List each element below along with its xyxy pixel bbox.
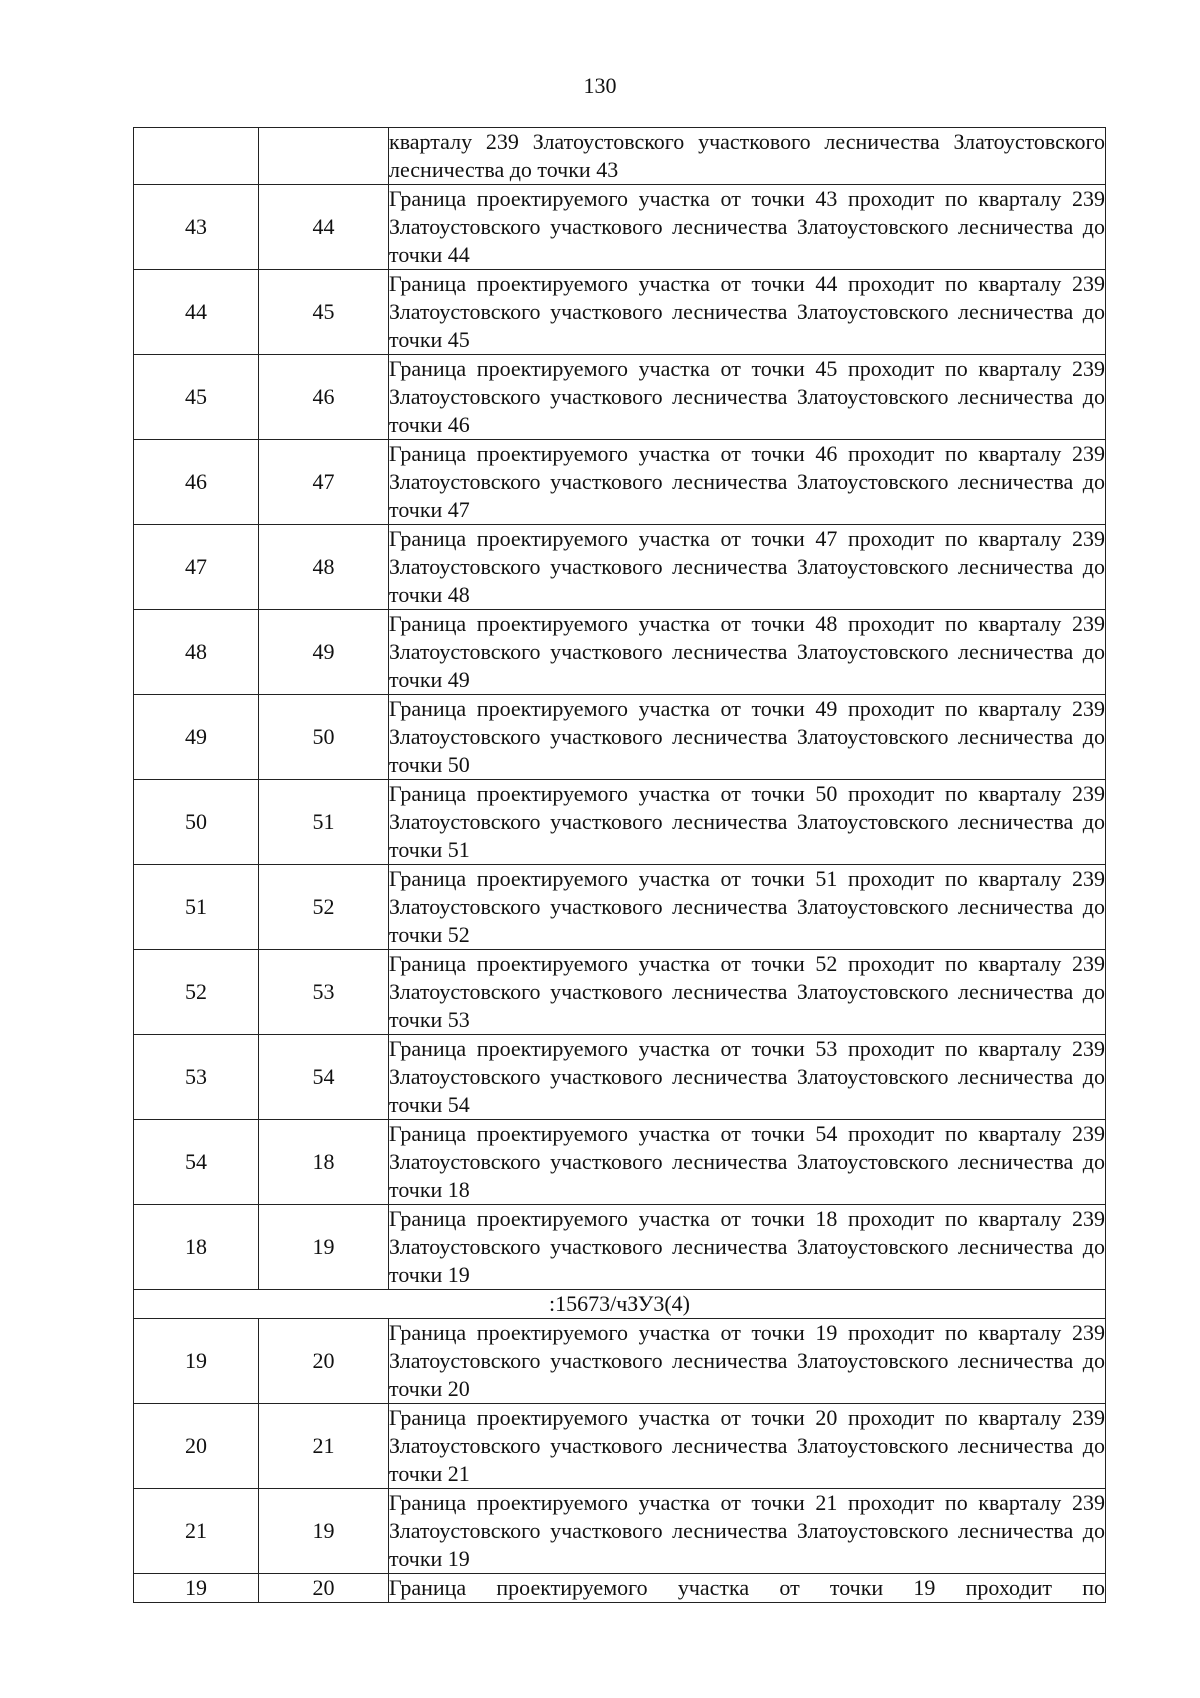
boundary-description-cell: Граница проектируемого участка от точки 51 проходит по кварталу 239 Златоустовского участкового лесничества Златоустовского лесничества до точки 52: [389, 865, 1106, 950]
table-body: [134, 128, 1106, 1603]
boundary-description-cell: Граница проектируемого участка от точки 46 проходит по кварталу 239 Златоустовского участкового лесничества Златоустовского лесничества до точки 47: [389, 440, 1106, 525]
to-point-cell: 45: [259, 270, 389, 355]
boundary-description-cell: Граница проектируемого участка от точки 44 проходит по кварталу 239 Златоустовского участкового лесничества Златоустовского лесничества до точки 45: [389, 270, 1106, 355]
boundary-description-cell: Граница проектируемого участка от точки 52 проходит по кварталу 239 Златоустовского участкового лесничества Златоустовского лесничества до точки 53: [389, 950, 1106, 1035]
from-point-cell: 45: [134, 355, 259, 440]
boundary-description-cell: Граница проектируемого участка от точки 43 проходит по кварталу 239 Златоустовского участкового лесничества Златоустовского лесничества до точки 44: [389, 185, 1106, 270]
boundary-description-cell: Граница проектируемого участка от точки 19 проходит по кварталу 239 Златоустовского участкового лесничества Златоустовского лесничества до точки 20: [389, 1319, 1106, 1404]
to-point-cell: 46: [259, 355, 389, 440]
boundary-description-cell: Граница проектируемого участка от точки 45 проходит по кварталу 239 Златоустовского участкового лесничества Златоустовского лесничества до точки 46: [389, 355, 1106, 440]
table-row-last: [134, 1574, 1106, 1603]
from-point-cell: 19: [134, 1319, 259, 1404]
to-point-cell: 44: [259, 185, 389, 270]
from-point-cell: 51: [134, 865, 259, 950]
boundary-description-cell: Граница проектируемого участка от точки 53 проходит по кварталу 239 Златоустовского участкового лесничества Златоустовского лесничества до точки 54: [389, 1035, 1106, 1120]
boundary-description-cell: Граница проектируемого участка от точки 18 проходит по кварталу 239 Златоустовского участкового лесничества Златоустовского лесничества до точки 19: [389, 1205, 1106, 1290]
from-point-cell: 46: [134, 440, 259, 525]
table-row: [134, 185, 1106, 270]
to-point-cell: [259, 128, 389, 185]
table-row-continuation: [134, 128, 1106, 185]
table-row: [134, 865, 1106, 950]
table-row: [134, 1120, 1106, 1205]
from-point-cell: 54: [134, 1120, 259, 1205]
table-row: [134, 1319, 1106, 1404]
table-row: [134, 270, 1106, 355]
table-row: [134, 950, 1106, 1035]
from-point-cell: 49: [134, 695, 259, 780]
boundary-description-cell: Граница проектируемого участка от точки 48 проходит по кварталу 239 Златоустовского участкового лесничества Златоустовского лесничества до точки 49: [389, 610, 1106, 695]
table-row: [134, 355, 1106, 440]
to-point-cell: 48: [259, 525, 389, 610]
boundary-description-cell: Граница проектируемого участка от точки 21 проходит по кварталу 239 Златоустовского участкового лесничества Златоустовского лесничества до точки 19: [389, 1489, 1106, 1574]
from-point-cell: 52: [134, 950, 259, 1035]
table-row: [134, 1404, 1106, 1489]
from-point-cell: 18: [134, 1205, 259, 1290]
table-row: [134, 1489, 1106, 1574]
section-header-row: [134, 1290, 1106, 1319]
boundary-description-cell: Граница проектируемого участка от точки 54 проходит по кварталу 239 Златоустовского участкового лесничества Златоустовского лесничества до точки 18: [389, 1120, 1106, 1205]
from-point-cell: 43: [134, 185, 259, 270]
from-point-cell: 50: [134, 780, 259, 865]
from-point-cell: 53: [134, 1035, 259, 1120]
to-point-cell: 49: [259, 610, 389, 695]
page-number: 130: [583, 73, 617, 98]
table-row: [134, 695, 1106, 780]
from-point-cell: 21: [134, 1489, 259, 1574]
to-point-cell: 52: [259, 865, 389, 950]
table-row: [134, 440, 1106, 525]
to-point-cell: 54: [259, 1035, 389, 1120]
table-row: [134, 1035, 1106, 1120]
from-point-cell: [134, 128, 259, 185]
to-point-cell: 20: [259, 1574, 389, 1603]
boundary-description-cell: кварталу 239 Златоустовского участкового лесничества Златоустовского лесничества до точки 43: [389, 128, 1106, 185]
to-point-cell: 53: [259, 950, 389, 1035]
to-point-cell: 20: [259, 1319, 389, 1404]
section-header: :15673/чЗУ3(4): [134, 1290, 1106, 1319]
from-point-cell: 48: [134, 610, 259, 695]
from-point-cell: 44: [134, 270, 259, 355]
to-point-cell: 18: [259, 1120, 389, 1205]
to-point-cell: 47: [259, 440, 389, 525]
boundary-description-cell: Граница проектируемого участка от точки 20 проходит по кварталу 239 Златоустовского участкового лесничества Златоустовского лесничества до точки 21: [389, 1404, 1106, 1489]
boundary-description-cell: Граница проектируемого участка от точки 50 проходит по кварталу 239 Златоустовского участкового лесничества Златоустовского лесничества до точки 51: [389, 780, 1106, 865]
boundary-description-table: [133, 127, 1106, 1603]
boundary-description-cell: Граница проектируемого участка от точки 47 проходит по кварталу 239 Златоустовского участкового лесничества Златоустовского лесничества до точки 48: [389, 525, 1106, 610]
boundary-description-cell: Граница проектируемого участка от точки 19 проходит по: [389, 1574, 1106, 1603]
table-row: [134, 1205, 1106, 1290]
table-row: [134, 780, 1106, 865]
boundary-description-cell: Граница проектируемого участка от точки 49 проходит по кварталу 239 Златоустовского участкового лесничества Златоустовского лесничества до точки 50: [389, 695, 1106, 780]
from-point-cell: 47: [134, 525, 259, 610]
to-point-cell: 50: [259, 695, 389, 780]
to-point-cell: 19: [259, 1205, 389, 1290]
to-point-cell: 21: [259, 1404, 389, 1489]
from-point-cell: 20: [134, 1404, 259, 1489]
to-point-cell: 19: [259, 1489, 389, 1574]
to-point-cell: 51: [259, 780, 389, 865]
table-row: [134, 610, 1106, 695]
from-point-cell: 19: [134, 1574, 259, 1603]
table-row: [134, 525, 1106, 610]
